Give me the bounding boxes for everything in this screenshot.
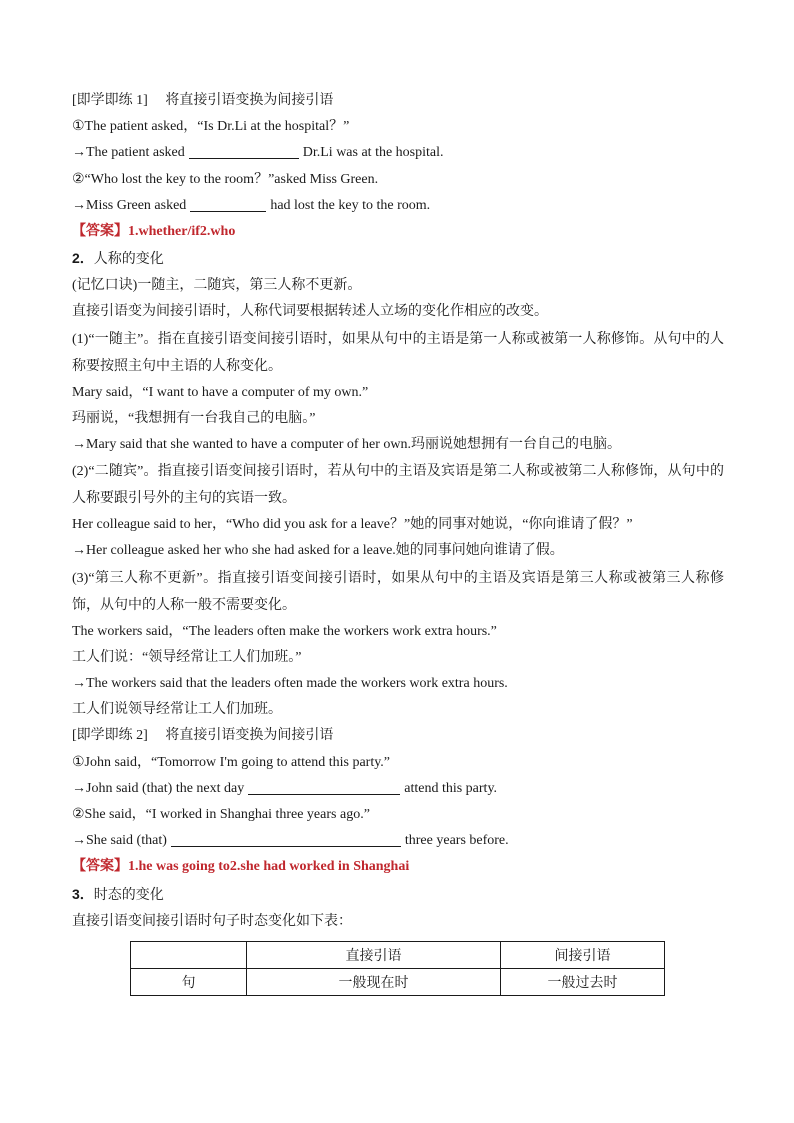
rule-1-example-result: →Mary said that she wanted to have a computer of her own.玛丽说她想拥有一台自己的电脑。 [72, 437, 622, 453]
section-2-intro: 直接引语变为间接引语时，人称代词要根据转述人立场的变化作相应的改变。 [72, 304, 548, 320]
section-title: 时态的变化 [93, 887, 164, 903]
rule-3-example-result-cn: 工人们说领导经常让工人们加班。 [72, 702, 282, 718]
table-header-cell: 直接引语 [247, 941, 501, 968]
answer-line-prefix: →She said (that) [72, 833, 167, 849]
table-cell: 一般现在时 [247, 968, 501, 995]
exercise-1-question-1: ①The patient asked，“Is Dr.Li at the hospital？” [72, 119, 350, 135]
section-3-heading [72, 881, 724, 909]
exercise-1-answer-line-1 [72, 140, 724, 166]
exercise-1-answer [72, 219, 724, 245]
exercise-2-title: [即学即练 2] 将直接引语变换为间接引语 [72, 728, 334, 744]
answer-tag: 【答案】 [72, 859, 128, 875]
exercise-1-title: [即学即练 1] 将直接引语变换为间接引语 [72, 93, 334, 108]
table-header-row [131, 941, 665, 968]
rule-3-example-result: →The workers said that the leaders often made the workers work extra hours. [72, 676, 508, 692]
rule-3-example-en: The workers said，“The leaders often make the workers work extra hours.” [72, 623, 497, 639]
rule-1-paragraph: (1)“一随主”。指在直接引语变间接引语时，如果从句中的主语是第一人称或被第一人称修饰。从句中的人称要按照主句中主语的人称变化。 [72, 331, 724, 374]
exercise-2-answer [72, 854, 724, 880]
answer-line-suffix: attend this party. [404, 780, 498, 796]
answer-text: 1.whether/if2.who [128, 224, 236, 240]
table-header-cell: 间接引语 [501, 941, 665, 968]
rule-3-paragraph: (3)“第三人称不更新”。指直接引语变间接引语时，如果从句中的主语及宾语是第三人称或被第三人称修饰，从句中的人称一般不需要变化。 [72, 570, 724, 613]
answer-line-suffix: Dr.Li was at the hospital. [302, 145, 444, 161]
rule-2-paragraph: (2)“二随宾”。指直接引语变间接引语时，若从句中的主语及宾语是第二人称或被第二人称修饰，从句中的人称要跟引号外的主句的宾语一致。 [72, 464, 724, 507]
tense-change-table [130, 941, 665, 996]
exercise-2-question-2: ②She said，“I worked in Shanghai three years ago.” [72, 807, 370, 823]
exercise-2-answer-line-2 [72, 828, 724, 854]
rule-2-example: Her colleague said to her，“Who did you ask for a leave？”她的同事对她说，“你向谁请了假？” [72, 517, 633, 533]
exercise-2-answer-line-1 [72, 776, 724, 802]
exercise-2-question-1: ①John said，“Tomorrow I'm going to attend this party.” [72, 754, 391, 770]
table-row [131, 968, 665, 995]
rule-1-example-cn: 玛丽说，“我想拥有一台我自己的电脑。” [72, 410, 316, 426]
answer-line-suffix: had lost the key to the room. [270, 197, 431, 213]
table-cell: 一般过去时 [501, 968, 665, 995]
rule-3-example-cn: 工人们说：“领导经常让工人们加班。” [72, 649, 302, 665]
mnemonic: (记忆口诀)一随主，二随宾，第三人称不更新。 [72, 278, 362, 294]
document-page [72, 88, 724, 996]
exercise-1-answer-line-2 [72, 193, 724, 219]
rule-2-example-result: →Her colleague asked her who she had asked for a leave.她的同事问她向谁请了假。 [72, 543, 564, 559]
fill-blank[interactable] [171, 831, 401, 847]
section-title: 人称的变化 [93, 252, 164, 268]
answer-line-prefix: →John said (that) the next day [72, 780, 245, 796]
table-cell: 句 [131, 968, 247, 995]
section-2-heading [72, 245, 724, 273]
table-header-cell [131, 941, 247, 968]
answer-line-prefix: →The patient asked [72, 145, 185, 161]
answer-line-suffix: three years before. [404, 833, 509, 849]
exercise-1-question-2: ②“Who lost the key to the room？”asked Miss Green. [72, 171, 379, 187]
section-3-intro: 直接引语变间接引语时句子时态变化如下表： [72, 913, 352, 929]
answer-line-prefix: →Miss Green asked [72, 197, 187, 213]
fill-blank[interactable] [189, 143, 299, 159]
answer-text: 1.he was going to2.she had worked in Shanghai [128, 859, 410, 875]
rule-1-example-en: Mary said，“I want to have a computer of my own.” [72, 384, 369, 400]
answer-tag: 【答案】 [72, 224, 128, 240]
fill-blank[interactable] [248, 779, 400, 795]
fill-blank[interactable] [190, 196, 266, 212]
section-number: 2． [72, 250, 94, 267]
section-number: 3． [72, 885, 94, 902]
